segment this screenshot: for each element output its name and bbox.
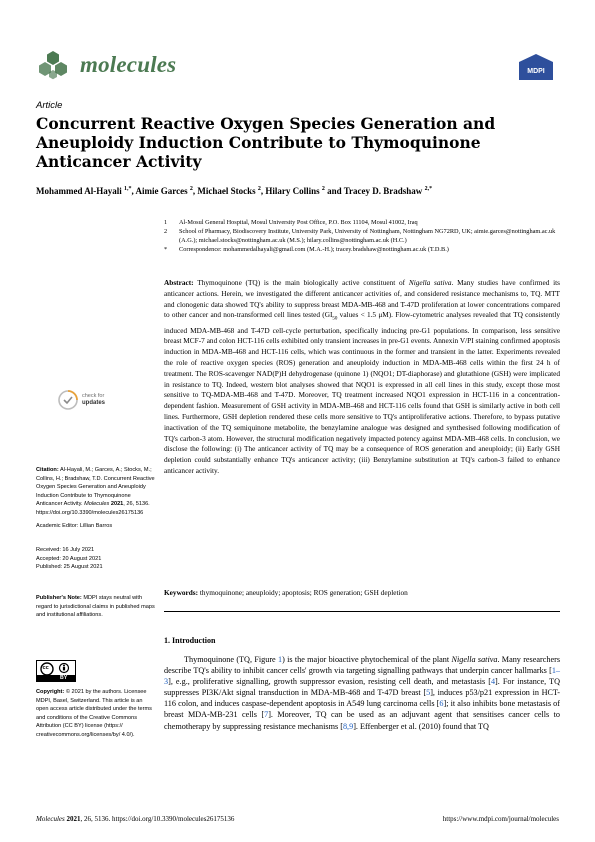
- author-affil-mark: 2: [257, 186, 261, 192]
- intro-text: ], e.g., proliferative signalling, growth suppressor evasion, resisting cell death, and metastasis [: [168, 677, 491, 687]
- affiliation-item: [164, 245, 559, 254]
- abstract-text: Thymoquinone (TQ) is the main biologically active constituent of: [197, 278, 409, 287]
- footer-year: 2021: [66, 815, 81, 823]
- reference-link[interactable]: 6: [439, 699, 444, 709]
- intro-text: ]. Effenberger et al. (2010) found that TQ: [353, 721, 489, 731]
- reference-link[interactable]: 8,9: [342, 721, 354, 731]
- citation-doi: , 26, 5136. https://doi.org/10.3390/molecules26175136: [36, 501, 150, 516]
- publisher-note-label: Publisher's Note:: [36, 595, 82, 601]
- affiliation-item: [164, 218, 559, 227]
- author-name: Mohammed Al-Hayali: [36, 186, 122, 196]
- academic-editor: Academic Editor: Lillian Barros: [36, 523, 113, 529]
- reference-link[interactable]: 4: [490, 677, 496, 687]
- footer-journal: Molecules: [36, 815, 65, 823]
- affiliation-mark: 1: [164, 219, 168, 226]
- intro-text: ) is the major bioactive phytochemical of the plant: [282, 655, 452, 664]
- author-name: Aimie Garces: [135, 186, 188, 196]
- author-affil-mark: 2,*: [424, 186, 433, 192]
- check-updates-line1: check for: [82, 393, 105, 399]
- cc-by-license-badge[interactable]: [36, 660, 76, 682]
- publisher-name: MDPI: [527, 68, 545, 75]
- publisher-note-text: MDPI stays neutral with regard to jurisdictional claims in published maps and institutional affiliations.: [36, 595, 155, 618]
- intro-text: ]. For instance, TQ suppresses PI3K/Akt signal transduction in MDA-MB-468 and T-47D breast [: [164, 677, 560, 698]
- journal-name: molecules: [80, 52, 177, 77]
- author-separator: ,: [192, 186, 198, 196]
- correspondence-text: Correspondence: mohammedalhayali@gmail.com (M.A.-H.); tracey.bradshaw@nottingham.ac.uk (T.D.B.): [179, 246, 449, 253]
- journal-header: [36, 48, 559, 84]
- article-title: Concurrent Reactive Oxygen Species Generation and Aneuploidy Induction Contribute to Thymoquinone Anticancer Activity: [36, 114, 496, 171]
- author-name: Tracey D. Bradshaw: [343, 186, 423, 196]
- abstract-label: Abstract:: [164, 278, 194, 287]
- author-name: Hilary Collins: [265, 186, 320, 196]
- check-updates-icon: [58, 390, 78, 410]
- citation-journal: Molecules: [84, 501, 110, 507]
- author-separator: ,: [131, 186, 136, 196]
- molecules-logo-icon: [36, 48, 70, 82]
- abstract: [164, 278, 560, 477]
- footer-citation: [36, 815, 234, 823]
- affiliation-text: Al-Mosul General Hospital, Mosul University Post Office, P.O. Box 11104, Mosul 41002, Iraq: [179, 219, 418, 226]
- copyright-label: Copyright:: [36, 689, 65, 695]
- intro-text: . Many researchers describe TQ's ability to inhibit cancer cells' growth via targeting signalling pathways that underpin cancer hallmarks [: [164, 655, 561, 676]
- citation-year: 2021: [110, 501, 124, 507]
- divider: [164, 611, 560, 612]
- footer-journal-url[interactable]: https://www.mdpi.com/journal/molecules: [442, 815, 559, 823]
- reference-link[interactable]: 1–3: [164, 666, 560, 687]
- author-separator: ,: [260, 186, 266, 196]
- affiliation-mark: *: [164, 246, 168, 253]
- creative-commons-icon: [36, 660, 76, 682]
- author-list: [36, 186, 566, 196]
- affiliation-text: School of Pharmacy, Biodiscovery Institute, University Park, University of Nottingham, Nottingham NG72RD, UK; aimie.garces@nottingham.ac.uk (A.G.); michael.stocks@nottingham.ac.uk (M.S.); hilary.collins@nottingham.ac.uk (H.C.): [179, 228, 556, 244]
- intro-text: ], induces p53/p21 expression in HCT-116 colon, and induces caspase-dependent apoptosis in A549 lung carcinoma cells [: [164, 688, 560, 709]
- author-affil-mark: 1,*: [124, 186, 132, 192]
- citation-text: Al-Hayali, M.; Garces, A.; Stocks, M.; Collins, H.; Bradshaw, T.D. Concurrent Reactive Oxygen Species Generation and Aneuploidy Induction Contribute to Thymoquinone Anticancer Activity.: [36, 467, 155, 507]
- received-date: Received: 16 July 2021: [36, 547, 95, 553]
- affiliation-mark: 2: [164, 228, 168, 235]
- reference-link[interactable]: 7: [264, 710, 269, 720]
- species-name: Nigella sativa: [451, 655, 498, 664]
- footer-doi[interactable]: , 26, 5136. https://doi.org/10.3390/molecules26175136: [80, 815, 235, 823]
- published-date: Published: 25 August 2021: [36, 564, 103, 570]
- check-for-updates-badge[interactable]: [58, 390, 118, 416]
- keywords: [164, 588, 560, 598]
- keywords-label: Keywords:: [164, 588, 199, 597]
- author-separator: and: [324, 186, 344, 196]
- check-updates-text: [82, 393, 105, 407]
- affiliations: [164, 218, 559, 254]
- abstract-text: values < 1.5 μM). Flow-cytometric analyses revealed that TQ consistently induced MDA-MB-468 and T-47D cell-cycle perturbation, specifically inducing pre-G1 populations. In comparison, less sensitive breast MCF-7 and colon HCT-116 cells exhibited only transient increases in pre-G1 events. Annexin V/PI staining confirmed apoptosis induction in MDA-MB-468 and HCT-116 cells, which was continuous in the former and transient in the latter. Experiments revealed the role of reactive oxygen species (ROS) generation and aneuploidy induction in MDA-MB-468 cells within the first 24 h of treatment. The ROS-scavenger NAD(P)H dehydrogenase (quinone 1) (NQO1; DT-diaphorase) and glutathione (GSH) were implicated in resistance to TQ. Indeed, western blot analyses showed that NQO1 is expressed in all cell lines in this study, except those most sensitive to TQ-MDA-MB-468 and T-47D. Moreover, TQ treatment increased NQO1 expression in HCT-116 in a concentration-dependent fashion. Measurement of GSH activity in MDA-MB-468 and HCT-116 cells found that GSH is similarly active in both cell lines. Furthermore, GSH depletion rendered these cells more sensitive to TQ's antiproliferative actions. Therefore, to bypass putative inactivation of the TQ semiquinone metabolite, the benzylamine analogue was designed and synthesised following modification of TQ's carbon-3 atom. However, the structural modification negatively impacted potency against MDA-MB-468 cells. In conclusion, we disclose the following: (i) The anticancer activity of TQ may be a consequence of ROS generation and aneuploidy; (ii) Early GSH depletion could substantially enhance TQ's anticancer activity; (iii) Benzylamine substitution at TQ's carbon-3 failed to enhance anticancer activity.: [164, 310, 560, 475]
- figure-link[interactable]: 1: [278, 655, 283, 664]
- citation-block: [36, 466, 156, 517]
- citation-label: Citation:: [36, 467, 59, 473]
- subscript: 50: [332, 316, 338, 322]
- author-affil-mark: 2: [321, 186, 325, 192]
- article-dates: [36, 546, 156, 572]
- cc-badge-text: cc: [42, 664, 49, 671]
- intro-text: Thymoquinone (TQ, Figure: [184, 655, 278, 664]
- copyright-block: [36, 688, 156, 739]
- intro-text: ]. Moreover, TQ can be used as an adjuvant agent that sensitises cancer cells to chemotherapy by suppressing resistance mechanisms [: [164, 710, 560, 731]
- affiliation-item: [164, 227, 559, 245]
- author-affil-mark: 2: [189, 186, 193, 192]
- mdpi-logo-icon: [519, 54, 553, 80]
- section-heading: 1. Introduction: [164, 636, 216, 645]
- species-name: Nigella sativa: [408, 278, 452, 287]
- abstract-text: . Many studies have confirmed its anticancer actions. Herein, we investigated the different anticancer activities of, and considered resistance mechanisms to, TQ. MTT and clonogenic data showed TQ's ability to suppress breast MDA-MB-468 and T-47D proliferation at lower concentrations compared to other cancer and non-transformed cell lines tested (GI: [164, 278, 560, 320]
- intro-text: ]; it also inhibits bone metastasis of breast MDA-MB-231 cells [: [164, 699, 560, 720]
- accepted-date: Accepted: 20 August 2021: [36, 555, 102, 562]
- keywords-text: thymoquinone; aneuploidy; apoptosis; ROS generation; GSH depletion: [199, 588, 408, 597]
- article-type: Article: [36, 100, 63, 111]
- copyright-text: © 2021 by the authors. Licensee MDPI, Basel, Switzerland. This article is an open access article distributed under the terms and conditions of the Creative Commons Attribution (CC BY) license (https:// creativecommons.org/licenses/by/ 4.0/).: [36, 689, 152, 738]
- check-updates-line2: updates: [82, 400, 106, 406]
- publisher-note: [36, 594, 156, 620]
- by-badge-text: BY: [60, 675, 68, 681]
- reference-link[interactable]: 5: [426, 688, 431, 698]
- introduction-text: [164, 654, 560, 732]
- author-name: Michael Stocks: [197, 186, 256, 196]
